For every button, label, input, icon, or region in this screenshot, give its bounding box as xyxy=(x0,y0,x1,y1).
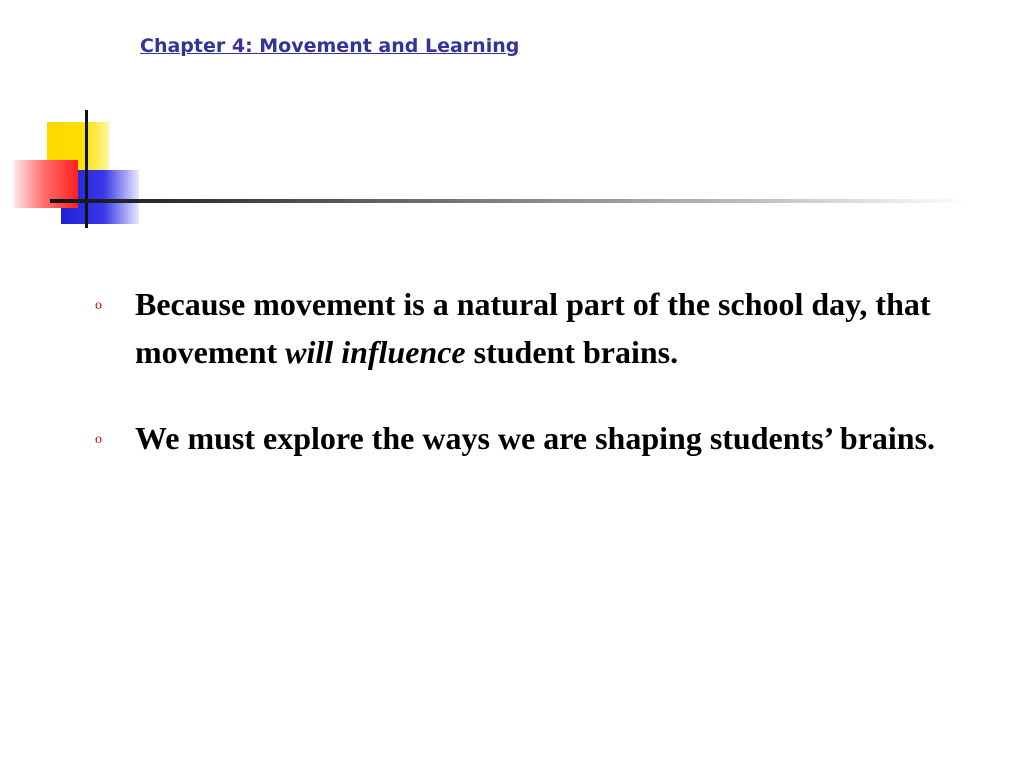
red-square xyxy=(14,160,78,208)
vertical-rule xyxy=(85,110,88,228)
bullet-item xyxy=(95,414,975,462)
bullet-text: student brains. xyxy=(465,334,679,370)
bullet-marker-icon: o xyxy=(95,298,102,313)
bullet-emphasis: will influence xyxy=(285,334,466,370)
bullet-text: Because movement is a natural part of the school day, that movement xyxy=(135,286,931,370)
yellow-square xyxy=(47,122,109,178)
bullet-item xyxy=(95,280,975,376)
slide-title-link[interactable]: Chapter 4: Movement and Learning xyxy=(140,35,520,57)
horizontal-rule xyxy=(50,199,970,203)
bullet-list xyxy=(95,280,975,462)
bullet-marker-icon: o xyxy=(95,432,102,447)
blue-square xyxy=(61,170,139,224)
bullet-text: We must explore the ways we are shaping students’ brains. xyxy=(135,420,936,456)
